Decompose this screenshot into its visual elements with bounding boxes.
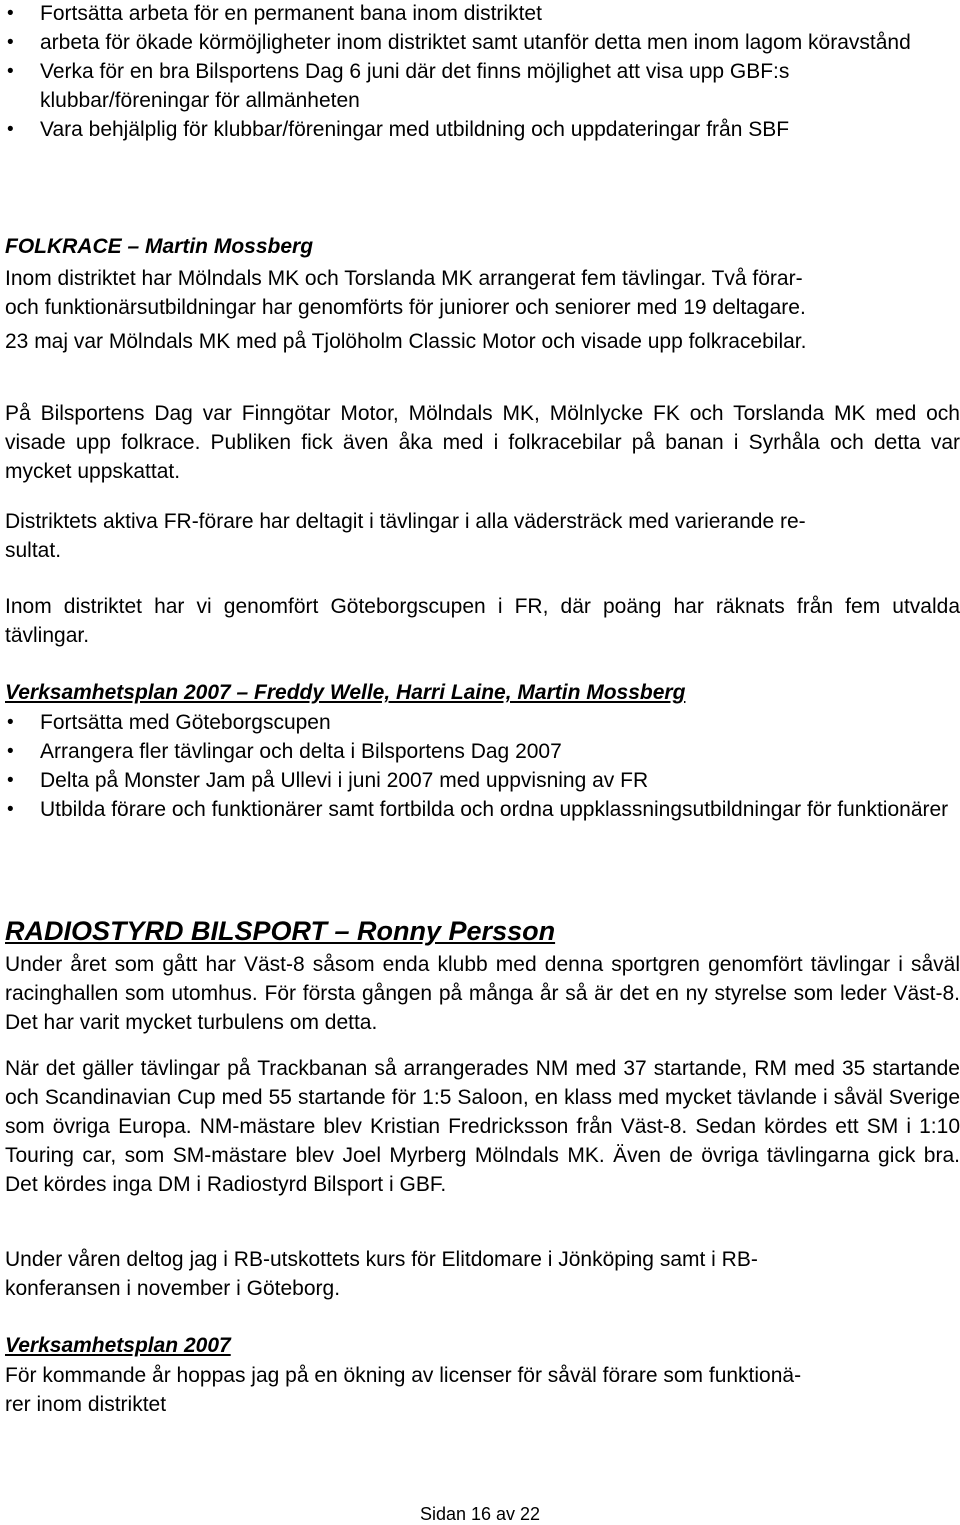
list-item: • Vara behjälplig för klubbar/föreningar med utbildning och uppdateringar från SBF (5, 115, 960, 144)
folkrace-paragraph-5: Inom distriktet har vi genomfört Göteborgscupen i FR, där poäng har räknats från fem utvalda tävlingar. (5, 595, 960, 647)
folkrace-plan-heading: Verksamhetsplan 2007 – Freddy Welle, Harri Laine, Martin Mossberg (5, 681, 686, 704)
list-item: • Arrangera fler tävlingar och delta i Bilsportens Dag 2007 (5, 737, 960, 766)
radiostyrd-paragraph-3: Under våren deltog jag i RB-utskottets kurs för Elitdomare i Jönköping samt i RB- konferansen i november i Göteborg. (5, 1248, 758, 1300)
page-number: Sidan 16 av 22 (419, 1504, 541, 1524)
bullet-icon: • (7, 770, 14, 791)
folkrace-paragraph-4: Distriktets aktiva FR-förare har deltagit i tävlingar i alla vädersträck med varierande re- sultat. (5, 510, 806, 562)
bullet-icon: • (7, 3, 14, 24)
bullet-icon: • (7, 799, 14, 820)
bullet-icon: • (7, 741, 14, 762)
radiostyrd-paragraph-1: Under året som gått har Väst-8 såsom enda klubb med denna sportgren genomfört tävlingar i såväl racinghallen som utomhus. För första gången på många år så är det en ny styrelse som leder Väst-8. Det har varit mycket turbulens om detta. (5, 953, 960, 1034)
list-item: • arbeta för ökade körmöjligheter inom distriktet samt utanför detta men inom lagom köravstånd (5, 28, 960, 57)
list-item: • Fortsätta arbeta för en permanent bana inom distriktet (5, 0, 960, 28)
bullet-icon: • (7, 61, 14, 82)
radiostyrd-heading: RADIOSTYRD BILSPORT – Ronny Persson (5, 916, 556, 946)
bullet-icon: • (7, 119, 14, 140)
bullet-icon: • (7, 32, 14, 53)
folkrace-heading: FOLKRACE – Martin Mossberg (5, 235, 314, 258)
radiostyrd-plan-text: För kommande år hoppas jag på en ökning av licenser för såväl förare som funktionä- rer inom distriktet (5, 1364, 802, 1416)
folkrace-paragraph-2: 23 maj var Mölndals MK med på Tjolöholm Classic Motor och visade upp folkracebilar. (5, 330, 807, 353)
goals-list (5, 0, 960, 144)
list-item: • Utbilda förare och funktionärer samt fortbilda och ordna uppklassningsutbildningar för funktionärer (5, 795, 960, 824)
folkrace-paragraph-3: På Bilsportens Dag var Finngötar Motor, Mölndals MK, Mölnlycke FK och Torslanda MK med och visade upp folkrace. Publiken fick även åka med i folkracebilar på banan i Syrhåla och detta var mycket uppskattat. (5, 402, 960, 483)
list-item: • Verka för en bra Bilsportens Dag 6 juni där det finns möjlighet att visa upp GBF:s klubbar/föreningar för allmänheten (5, 57, 960, 115)
list-item: • Fortsätta med Göteborgscupen (5, 708, 960, 737)
folkrace-plan-list (5, 708, 960, 824)
radiostyrd-paragraph-2: När det gäller tävlingar på Trackbanan så arrangerades NM med 37 startande, RM med 35 startande och Scandinavian Cup med 55 startande för 1:5 Saloon, en klass med mycket tävlande i såväl Sverige som övriga Europa. NM-mästare blev Kristian Fredricksson från Väst-8. Sedan kördes ett SM i 1:10 Touring car, som SM-mästare blev Joel Myrberg Mölndals MK. Även de övriga tävlingarna gick bra. Det kördes inga DM i Radiostyrd Bilsport i GBF. (5, 1057, 960, 1196)
radiostyrd-plan-heading: Verksamhetsplan 2007 (5, 1334, 231, 1357)
bullet-icon: • (7, 712, 14, 733)
folkrace-paragraph-1: Inom distriktet har Mölndals MK och Torslanda MK arrangerat fem tävlingar. Två förar- och funktionärsutbildningar har genomförts för juniorer och seniorer med 19 deltagare. (5, 267, 806, 319)
list-item: • Delta på Monster Jam på Ullevi i juni 2007 med uppvisning av FR (5, 766, 960, 795)
